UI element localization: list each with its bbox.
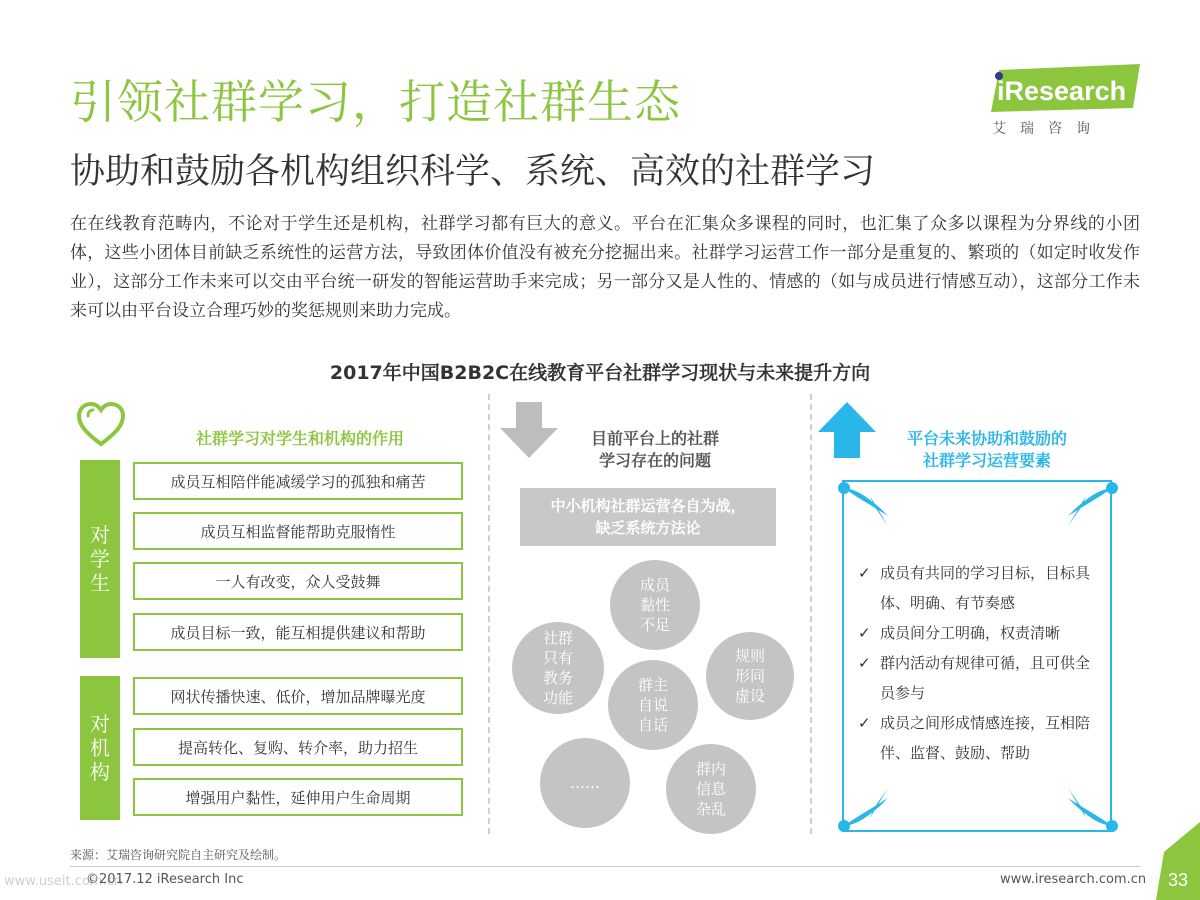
student-benefit-item: 成员目标一致，能互相提供建议和帮助 [133, 613, 463, 651]
footer-divider [70, 866, 1140, 867]
future-element-item: ✓ 成员有共同的学习目标，目标具体、明确、有节奏感 [858, 558, 1098, 618]
circle-label: 成员 黏性 不足 [639, 576, 670, 634]
down-arrow-icon [500, 402, 558, 458]
student-benefit-item: 一人有改变，众人受鼓舞 [133, 562, 463, 600]
circle-label: 群主 自说 自话 [637, 676, 668, 734]
corner-arrow-icon [836, 476, 896, 528]
institution-benefit-item: 网状传播快速、低价，增加品牌曝光度 [133, 677, 463, 715]
student-benefit-item: 成员互相陪伴能减缓学习的孤独和痛苦 [133, 462, 463, 500]
website-link[interactable]: www.iresearch.com.cn [1000, 872, 1147, 887]
circle-label: 规则 形同 虚设 [734, 647, 765, 705]
page-title: 引领社群学习，打造社群生态 [70, 75, 681, 129]
problem-circle [512, 622, 604, 714]
intro-paragraph: 在在线教育范畴内，不论对于学生还是机构，社群学习都有巨大的意义。平台在汇集众多课程的同时，也汇集了众多以课程为分界线的小团体，这些小团体目前缺乏系统性的运营方法，导致团体价值没有被充分挖掘出来。社群学习运营工作一部分是重复的、繁琐的（如定时收发作业），这部分工作未来可以交由平台统一研发的智能运营助手来完成；另一部分又是人性的、情感的（如与成员进行情感互动），这部分工作未来可以由平台设立合理巧妙的奖惩规则来助力完成。 [70, 214, 1140, 321]
check-icon: ✓ [858, 564, 871, 582]
check-icon: ✓ [858, 624, 871, 642]
middle-column-heading: 目前平台上的社群 学习存在的问题 [590, 429, 719, 470]
heart-icon [76, 400, 126, 450]
future-element-item: ✓ 成员之间形成情感连接，互相陪伴、监督、鼓励、帮助 [858, 708, 1098, 768]
corner-arrow-icon [1060, 476, 1120, 528]
copyright: ©2017.12 iResearch Inc [86, 872, 244, 887]
chart-title: 2017年中国B2B2C在线教育平台社群学习现状与未来提升方向 [329, 362, 871, 384]
source-note: 来源：艾瑞咨询研究院自主研究及绘制。 [70, 848, 287, 862]
circle-label: 群内 信息 杂乱 [695, 760, 726, 818]
column-divider [810, 394, 812, 834]
circle-label: …… [570, 774, 600, 792]
left-column-heading: 社群学习对学生和机构的作用 [195, 429, 404, 448]
page-subtitle: 协助和鼓励各机构组织科学、系统、高效的社群学习 [70, 152, 876, 192]
group-label-institutions: 对 机 构 [80, 676, 120, 820]
watermark: www.useit.com.cn [4, 874, 122, 889]
future-element-item: ✓ 成员间分工明确，权责清晰 [858, 618, 1098, 648]
problem-circle [706, 632, 794, 720]
page-number-badge [1156, 822, 1200, 900]
circle-label: 社群 只有 教务 功能 [542, 629, 573, 707]
problem-circle [608, 660, 698, 750]
corner-arrow-icon [836, 786, 896, 838]
up-arrow-icon [818, 402, 876, 458]
student-benefit-item: 成员互相监督能帮助克服惰性 [133, 512, 463, 550]
iresearch-logo [985, 64, 1140, 112]
logo-cn-text: 艾瑞咨询 [992, 121, 1104, 137]
institution-benefit-item: 增强用户黏性，延伸用户生命周期 [133, 778, 463, 816]
corner-arrow-icon [1060, 786, 1120, 838]
problem-summary-box: 中小机构社群运营各自为战， 缺乏系统方法论 [520, 488, 776, 546]
problem-circle [610, 560, 700, 650]
future-element-item: ✓ 群内活动有规律可循，且可供全员参与 [858, 648, 1098, 708]
right-column-heading: 平台未来协助和鼓励的 社群学习运营要素 [906, 429, 1067, 470]
page-number: 33 [1168, 870, 1189, 890]
future-elements-list [858, 558, 1098, 768]
institution-benefit-item: 提高转化、复购、转介率，助力招生 [133, 728, 463, 766]
check-icon: ✓ [858, 714, 871, 732]
problem-circle [540, 738, 630, 828]
group-label-students: 对 学 生 [80, 460, 120, 658]
problem-circle [666, 744, 756, 834]
check-icon: ✓ [858, 654, 871, 672]
logo-brand-text: iResearch [997, 76, 1127, 106]
column-divider [488, 394, 490, 834]
